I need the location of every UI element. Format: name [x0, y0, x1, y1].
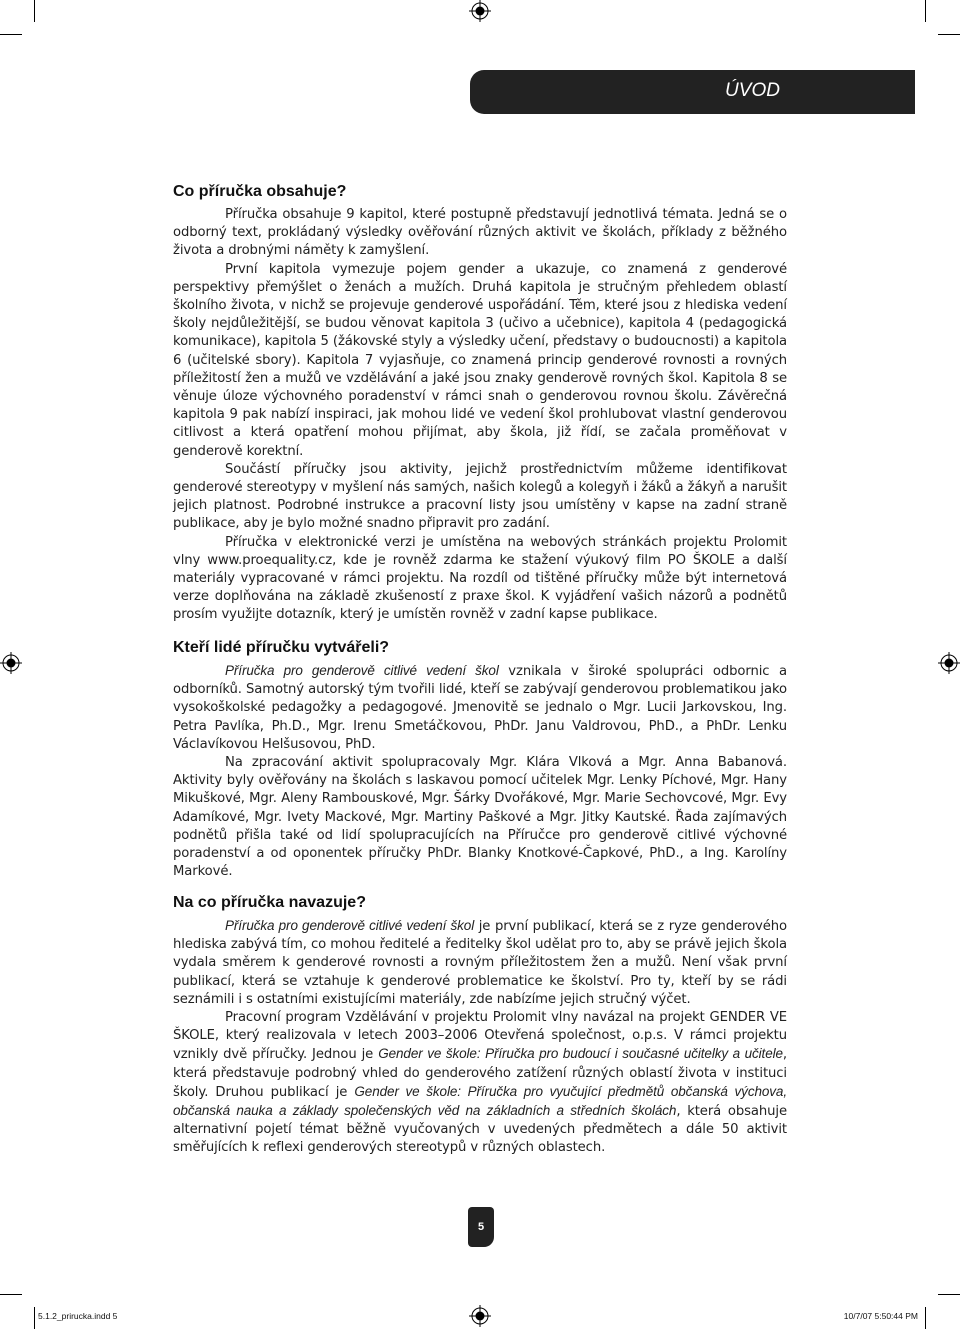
- publication-title: Příručka pro genderově citlivé vedení škol: [225, 663, 499, 678]
- paragraph: Příručka obsahuje 9 kapitol, které postupně představují jednotlivá témata. Jedná se o odborný text, prokládaný výsledky ověřování různých aktivit ve školách, příklady z běžného života a drobnými náměty k zamyšlení.: [173, 207, 787, 259]
- paragraph-text: Pracovní program Vzdělávání v projektu Prolomit vlny navázal na projekt GENDER VE ŠKOLE, který realizovala v letech 2003–2006 Otevřená společnost, o.p.s. V rámci projektu vznikly dvě příručky. Jednou je: [173, 1010, 787, 1063]
- registration-mark-icon: [938, 652, 960, 674]
- paragraph: [173, 1009, 787, 1158]
- section-heading: Na co příručka navazuje?: [173, 894, 366, 911]
- print-timestamp: 10/7/07 5:50:44 PM: [843, 1311, 918, 1321]
- crop-mark: [34, 1307, 35, 1329]
- crop-mark: [938, 34, 960, 35]
- registration-mark-icon: [469, 1305, 491, 1327]
- section-heading: Kteří lidé příručku vytvářeli?: [173, 639, 390, 656]
- publication-title: Gender ve škole: Příručka pro budoucí i současné učitelky a učitele: [378, 1046, 783, 1062]
- paragraph: [173, 662, 787, 754]
- section-contents: [173, 182, 787, 625]
- chapter-header-tab: [470, 70, 915, 114]
- registration-mark-icon: [469, 0, 491, 22]
- publication-title: Příručka pro genderově citlivé vedení škol: [225, 918, 475, 933]
- file-name: 5.1.2_prirucka.indd 5: [38, 1311, 118, 1321]
- paragraph-text: , která představuje podrobný vhled do genderového zatížení různých oblastí života v instituci školy. Druhou publikací je: [173, 1047, 787, 1100]
- crop-mark: [34, 0, 35, 22]
- registration-mark-icon: [0, 652, 22, 674]
- paragraph-text: je první publikací, která se z ryze genderového hlediska zabývá tím, co mohou ředitelé a ředitelky škol udělat pro to, aby se právě jejich škola vydala směrem k genderové rovnosti a rovným příležitostem žen a mužů. Není však první publikací, která se vztahuje k genderové problematice ke školství. Pro ty, kteří by se rádi seznámili i s ostatními existujícími materiály, zde nabízíme jejich stručný výčet.: [173, 919, 787, 1007]
- publication-title: Gender ve škole: Příručka pro vyučující předmětů občanská výchova, občanská nauka a základy společenských věd na základních a středních školách: [173, 1083, 787, 1119]
- crop-mark: [925, 0, 926, 22]
- paragraph: První kapitola vymezuje pojem gender a ukazuje, co znamená z genderové perspektivy přemýšlet o ženách a mužích. Druhá kapitola je stručným přehledem oblastí školního života, v nichž se projevuje genderové uspořádání. Těm, které jsou z hlediska vedení školy nejdůležitější, se budou věnovat kapitola 3 (učivo a učebnice), kapitola 4 (pedagogická komunikace), kapitola 5 (žákovské styly a výsledky učení, představy o budoucnosti) a kapitola 6 (učitelské sbory). Kapitola 7 vyjasňuje, co znamená princip genderové rovnosti a rovných příležitostí žen a mužů ve vzdělávání a jaké jsou znaky genderově rovných škol. Kapitola 8 se věnuje úloze výchovného poradenství v rámci snah o genderovou rovnou školu. Závěrečná kapitola 9 pak nabízí inspiraci, jak mohou lidé ve vedení škol prohlubovat vlastní genderovou citlivost a která opatření mohou přijímat, aby škola, již řídí, se začala proměňovat v genderově korektní.: [173, 261, 787, 459]
- section-authors: [173, 638, 787, 881]
- section-references: [173, 893, 787, 1158]
- paragraph: Součástí příručky jsou aktivity, jejichž prostřednictvím můžeme identifikovat genderové stereotypy v myšlení nás samých, našich kolegů a kolegyň i žáků a žákyň a narušit jejich platnost. Podrobné instrukce a pracovní listy jsou umístěny v kapse na zadní straně publikace, aby je bylo možné snadno připravit pro zadání.: [173, 461, 787, 532]
- chapter-title: ÚVOD: [725, 80, 780, 101]
- crop-mark: [938, 1294, 960, 1295]
- section-heading: Co příručka obsahuje?: [173, 183, 347, 200]
- paragraph-text: , která obsahuje alternativní pojetí témat běžně vyučovaných v uvedených předmětech a dále 50 aktivit směřujících k reflexi genderových stereotypů v různých oblastech.: [173, 1104, 787, 1156]
- paragraph: [173, 917, 787, 1009]
- crop-mark: [925, 1307, 926, 1329]
- page-number: 5: [468, 1207, 494, 1247]
- paragraph: Na zpracování aktivit spolupracovaly Mgr. Klára Vlková a Mgr. Anna Babanová. Aktivity byly ověřovány na školách s laskavou pomocí učitelek Mgr. Lenky Píchové, Mgr. Hany Mikuškové, Mgr. Aleny Rambouskové, Mgr. Šárky Dvořákové, Mgr. Marie Sechovcové, Mgr. Evy Adamíkové, Mgr. Ivety Mackové, Mgr. Martiny Paškové a Mgr. Jitky Kautské. Řada zajímavých podnětů přišla také od lidí spolupracujících na Příručce pro genderově citlivé výchovné poradenství a od oponentek příručky PhDr. Blanky Knotkové-Čapkové, PhD., a Ing. Karolíny Markové.: [173, 755, 787, 880]
- paragraph-text: vznikala v široké spolupráci odbornic a odborníků. Samotný autorský tým tvořili lidé, kteří se zabývají genderovou problematikou jako vysokoškolské pedagožky a pedagogové. Jmenovitě se jednalo o Mgr. Lucii Jarkovskou, Ing. Petra Pavlíka, Ph.D., Mgr. Irenu Smetáčkovou, PhDr. Janu Valdrovou, PhD., a PhDr. Lenku Václavíkovou Helšusovou, PhD.: [173, 664, 787, 752]
- paragraph: Příručka v elektronické verzi je umístěna na webových stránkách projektu Prolomit vlny www.proequality.cz, kde je rovněž zdarma ke stažení výukový film PO ŠKOLE a další materiály vypracované v rámci projektu. Na rozdíl od tištěné příručky může být internetová verze doplňována na základě zkušeností z praxe škol. K vyjádření vašich názorů a podnětů prosím využijte dotazník, který je umístěn rovněž v zadní kapse publikace.: [173, 534, 787, 623]
- crop-mark: [0, 34, 22, 35]
- crop-mark: [0, 1294, 22, 1295]
